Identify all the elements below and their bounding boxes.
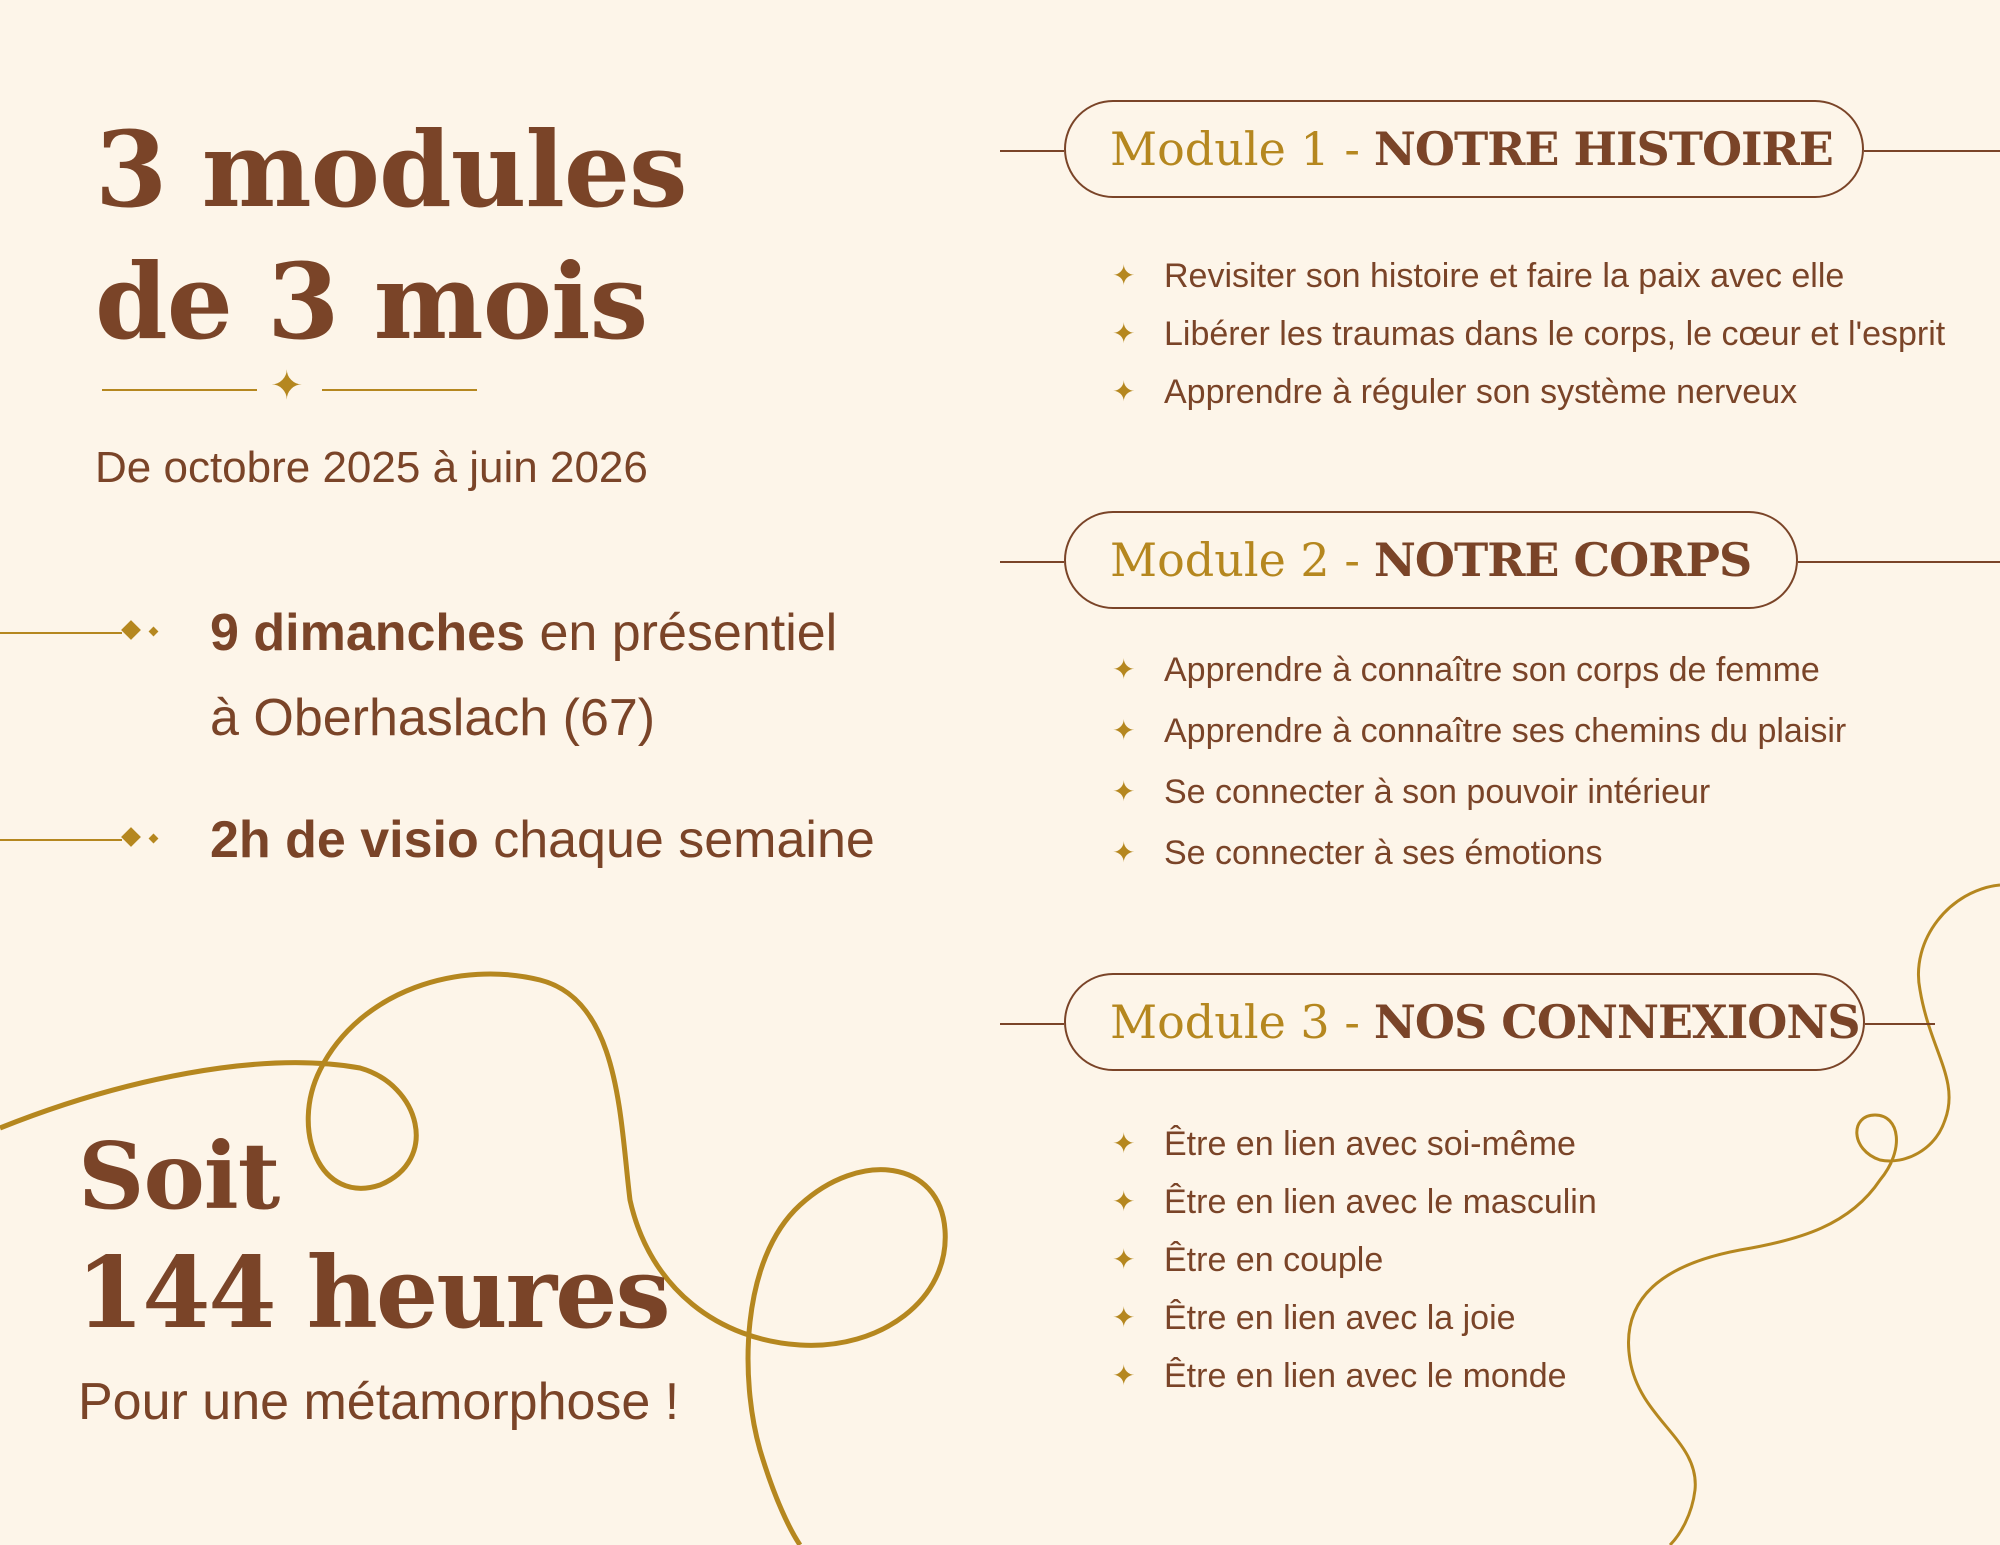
summary-tagline: Pour une métamorphose ! <box>78 1373 680 1431</box>
module-prefix: Module 2 - <box>1110 533 1360 587</box>
highlight-bold: 9 dimanches <box>210 604 526 662</box>
four-point-star-icon: ✦ <box>1112 1244 1136 1275</box>
highlight-line <box>0 839 122 841</box>
small-diamond-icon <box>149 627 159 637</box>
module-2-connector-left <box>1000 561 1064 563</box>
module-3-connector-left <box>1000 1023 1064 1025</box>
module-3-header <box>1064 973 1865 1071</box>
four-point-star-icon: ✦ <box>1112 1186 1136 1217</box>
highlight-bold: 2h de visio <box>210 811 479 869</box>
highlight-rest: chaque semaine <box>478 811 875 869</box>
diamond-arrow-icon <box>121 827 141 847</box>
four-point-star-icon: ✦ <box>1112 1302 1136 1333</box>
module-2-connector-right <box>1798 561 2000 563</box>
four-point-star-icon: ✦ <box>1112 654 1136 685</box>
module-prefix: Module 3 - <box>1110 995 1360 1049</box>
title-line-2: de 3 mois <box>95 240 648 363</box>
four-point-star-icon: ✦ <box>1112 837 1136 868</box>
diamond-arrow-icon <box>121 620 141 640</box>
module-2-header <box>1064 511 1798 609</box>
summary-hours: 144 heures <box>76 1236 669 1351</box>
four-point-star-icon: ✦ <box>1112 318 1136 349</box>
module-1-connector-left <box>1000 150 1064 152</box>
four-point-star-icon: ✦ <box>1112 715 1136 746</box>
module-name: NOTRE CORPS <box>1373 533 1752 587</box>
highlight-location: à Oberhaslach (67) <box>210 689 656 747</box>
highlight-line <box>0 632 122 634</box>
sparkle-icon: ✦ <box>270 364 304 408</box>
four-point-star-icon: ✦ <box>1112 776 1136 807</box>
ornament-line-left <box>102 389 257 391</box>
four-point-star-icon: ✦ <box>1112 1360 1136 1391</box>
ornament-line-right <box>322 389 477 391</box>
module-1-header <box>1064 100 1864 198</box>
module-prefix: Module 1 - <box>1110 122 1360 176</box>
module-name: NOTRE HISTOIRE <box>1373 122 1833 176</box>
date-range: De octobre 2025 à juin 2026 <box>95 443 648 492</box>
module-1-connector-right <box>1864 150 2000 152</box>
four-point-star-icon: ✦ <box>1112 260 1136 291</box>
module-name: NOS CONNEXIONS <box>1373 995 1860 1049</box>
highlight-rest: en présentiel <box>525 604 838 662</box>
four-point-star-icon: ✦ <box>1112 376 1136 407</box>
summary-soit: Soit <box>78 1122 280 1230</box>
four-point-star-icon: ✦ <box>1112 1128 1136 1159</box>
small-diamond-icon <box>149 834 159 844</box>
module-3-connector-right <box>1865 1023 1935 1025</box>
title-line-1: 3 modules <box>95 108 687 231</box>
